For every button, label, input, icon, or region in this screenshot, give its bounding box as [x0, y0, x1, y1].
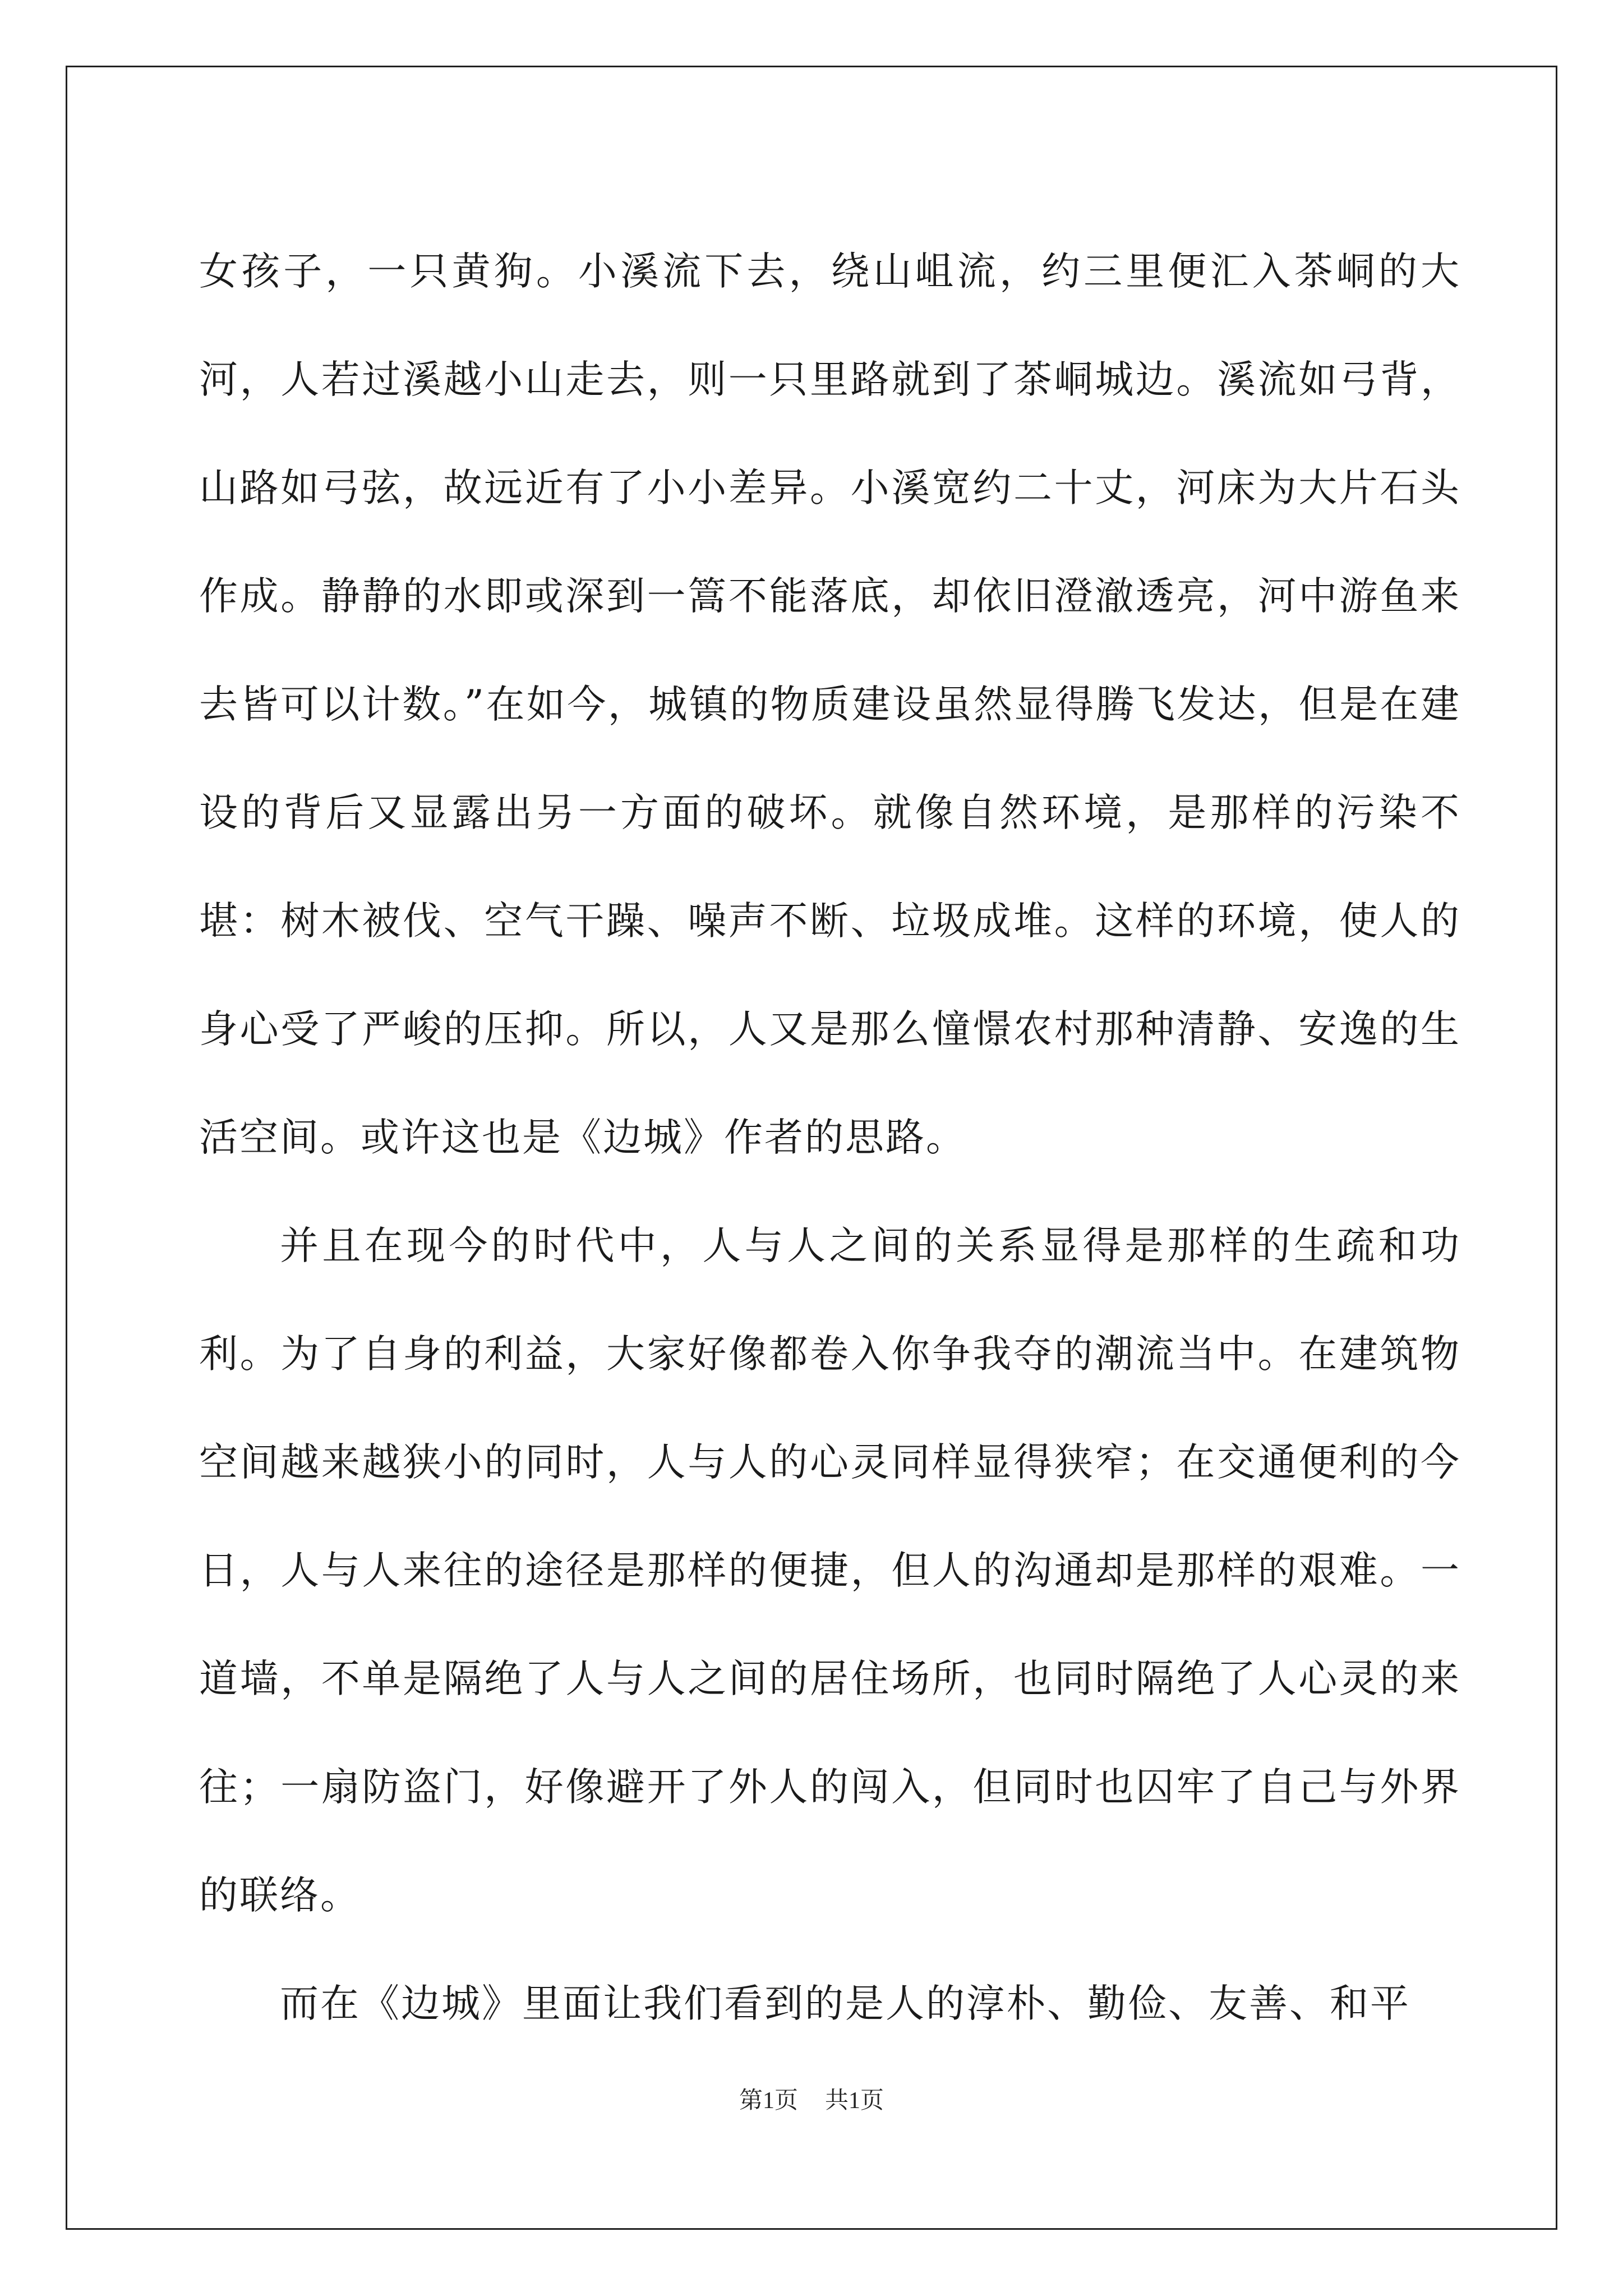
page-total: 共1页 — [825, 2088, 884, 2114]
page-number: 第1页 — [739, 2088, 798, 2114]
paragraph-biancheng: 而在《边城》里面让我们看到的是人的淳朴、勤俭、友善、和平 — [280, 1981, 1410, 2026]
document-body — [199, 218, 1461, 2058]
page-footer — [0, 2084, 1623, 2118]
paragraph-relationships: 并且在现今的时代中，人与人之间的关系显得是那样的生疏和功利。为了自身的利益，大家好像都卷入你争我夺的潮流当中。在建筑物空间越来越狭小的同时，人与人的心灵同样显得狭窄；在交通便利的今日，人与人来往的途径是那样的便捷，但人的沟通却是那样的艰难。一道墙，不单是隔绝了人与人之间的居住场所，也同时隔绝了人心灵的来往；一扇防盗门，好像避开了外人的闯入，但同时也囚牢了自己与外界的联络。 — [199, 1223, 1461, 1918]
paragraph-continued: 女孩子，一只黄狗。小溪流下去，绕山岨流，约三里便汇入茶峒的大河，人若过溪越小山走去，则一只里路就到了茶峒城边。溪流如弓背，山路如弓弦，故远近有了小小差异。小溪宽约二十丈，河床为大片石头作成。静静的水即或深到一篙不能落底，却依旧澄澈透亮，河中游鱼来去皆可以计数。”在如今，城镇的物质建设虽然显得腾飞发达，但是在建设的背后又显露出另一方面的破坏。就像自然环境，是那样的污染不堪：树木被伐、空气干躁、噪声不断、垃圾成堆。这样的环境，使人的身心受了严峻的压抑。所以，人又是那么憧憬农村那种清静、安逸的生活空间。或许这也是《边城》作者的思路。 — [199, 249, 1461, 1160]
